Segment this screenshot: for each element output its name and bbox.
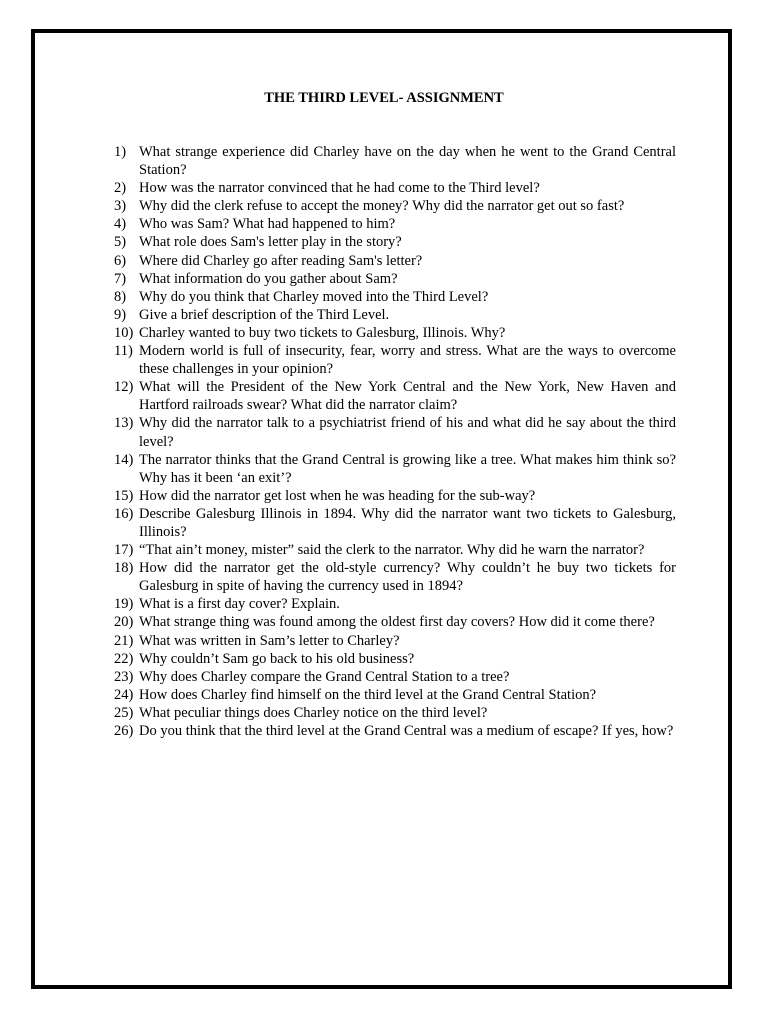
question-number: 3) (114, 198, 127, 215)
question-item (114, 722, 676, 740)
question-number: 13) (114, 415, 134, 432)
question-text: Charley wanted to buy two tickets to Galesburg, Illinois. Why? (139, 324, 506, 341)
question-number: 23) (114, 668, 134, 685)
question-item (114, 487, 676, 505)
question-number: 7) (114, 270, 127, 287)
question-number: 15) (114, 487, 134, 504)
question-item (114, 252, 676, 270)
question-item (114, 650, 676, 668)
question-item (114, 288, 676, 306)
question-number: 12) (114, 379, 134, 396)
question-number: 22) (114, 650, 134, 667)
question-item (114, 613, 676, 631)
question-number: 21) (114, 632, 134, 649)
question-text: What will the President of the New York Central and the New York, New Haven and Hartford railroads swear? What did the narrator claim? (139, 379, 676, 414)
question-text: Modern world is full of insecurity, fear, worry and stress. What are the ways to overcome these challenges in your opinion? (139, 343, 676, 378)
question-number: 17) (114, 542, 134, 559)
question-text: Where did Charley go after reading Sam's letter? (139, 252, 423, 269)
question-item (114, 270, 676, 288)
question-number: 4) (114, 216, 127, 233)
question-item (114, 215, 676, 233)
question-text: How did the narrator get the old-style currency? Why couldn’t he buy two tickets for Galesburg in spite of having the currency used in 1894? (139, 560, 676, 595)
question-text: How was the narrator convinced that he had come to the Third level? (139, 180, 540, 197)
question-number: 2) (114, 180, 127, 197)
question-number: 18) (114, 560, 134, 577)
question-item (114, 233, 676, 251)
question-number: 24) (114, 686, 134, 703)
question-text: Why do you think that Charley moved into the Third Level? (139, 288, 489, 305)
question-number: 11) (114, 343, 133, 360)
question-text: What is a first day cover? Explain. (139, 596, 340, 613)
question-number: 5) (114, 234, 127, 251)
question-number: 25) (114, 704, 134, 721)
question-item (114, 686, 676, 704)
question-number: 8) (114, 288, 127, 305)
question-number: 14) (114, 451, 134, 468)
question-text: Why does Charley compare the Grand Central Station to a tree? (139, 668, 510, 685)
question-number: 20) (114, 614, 134, 631)
question-text: What information do you gather about Sam? (139, 270, 398, 287)
question-text: What role does Sam's letter play in the story? (139, 234, 402, 251)
question-item (114, 179, 676, 197)
question-item (114, 668, 676, 686)
question-text: The narrator thinks that the Grand Central is growing like a tree. What makes him think so? Why has it been ‘an exit’? (139, 451, 676, 486)
question-item (114, 704, 676, 722)
question-number: 19) (114, 596, 134, 613)
question-number: 16) (114, 505, 134, 522)
question-number: 6) (114, 252, 127, 269)
question-number: 26) (114, 723, 134, 739)
question-item (114, 559, 676, 595)
question-item (114, 342, 676, 378)
question-item (114, 414, 676, 450)
question-number: 1) (114, 144, 127, 160)
page-title: THE THIRD LEVEL- ASSIGNMENT (264, 90, 504, 106)
question-text: Why did the clerk refuse to accept the money? Why did the narrator get out so fast? (139, 198, 625, 215)
question-text: Who was Sam? What had happened to him? (139, 216, 396, 233)
question-text: Why couldn’t Sam go back to his old business? (139, 650, 415, 667)
question-text: Give a brief description of the Third Level. (139, 306, 390, 323)
question-item (114, 197, 676, 215)
question-item (114, 143, 676, 179)
question-text: What peculiar things does Charley notice on the third level? (139, 704, 488, 721)
question-list (114, 143, 676, 740)
question-number: 9) (114, 306, 127, 323)
question-text: Do you think that the third level at the Grand Central was a medium of escape? If yes, how? (139, 723, 674, 739)
question-text: How does Charley find himself on the third level at the Grand Central Station? (139, 686, 597, 703)
question-text: How did the narrator get lost when he was heading for the sub-way? (139, 487, 536, 504)
question-text: What was written in Sam’s letter to Charley? (139, 632, 400, 649)
question-item (114, 378, 676, 414)
question-item (114, 541, 676, 559)
question-text: Why did the narrator talk to a psychiatrist friend of his and what did he say about the third level? (139, 415, 676, 450)
question-item (114, 306, 676, 324)
question-item (114, 451, 676, 487)
question-number: 10) (114, 324, 134, 341)
question-text: What strange experience did Charley have on the day when he went to the Grand Central Station? (139, 144, 676, 179)
question-item (114, 632, 676, 650)
question-text: What strange thing was found among the oldest first day covers? How did it come there? (139, 614, 655, 631)
question-item (114, 505, 676, 541)
question-item (114, 324, 676, 342)
question-text: Describe Galesburg Illinois in 1894. Why did the narrator want two tickets to Galesburg, Illinois? (139, 505, 676, 540)
question-item (114, 595, 676, 613)
question-text: “That ain’t money, mister” said the clerk to the narrator. Why did he warn the narrator? (139, 542, 645, 559)
